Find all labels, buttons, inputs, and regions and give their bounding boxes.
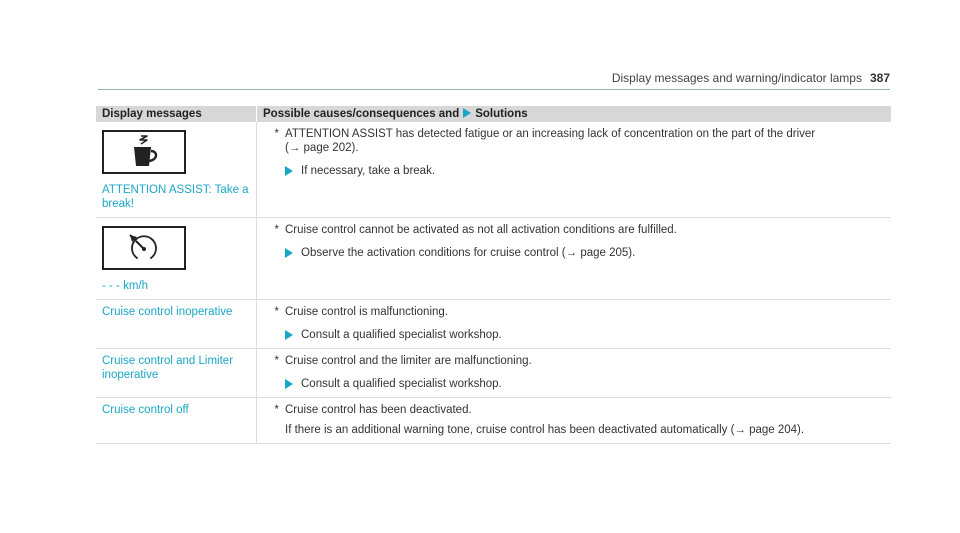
display-messages-table — [96, 106, 891, 444]
cause-line — [263, 403, 885, 417]
cause-line — [263, 354, 885, 368]
message-text: Cruise control off — [102, 404, 189, 416]
message-text: ATTENTION ASSIST: Take a break! — [102, 184, 249, 210]
bullet: * — [274, 404, 279, 416]
additional-info-text: If there is an additional warning tone, cruise control has been deactivated automatically (→ page 204). — [285, 424, 805, 436]
running-header — [612, 71, 890, 85]
cause-page-ref: (→ page 202). — [285, 142, 359, 154]
speedometer-icon — [102, 226, 186, 270]
arrow-right-icon — [463, 108, 471, 118]
arrow-right-icon — [285, 166, 293, 176]
message-cell — [96, 122, 257, 218]
table-row — [96, 349, 891, 398]
arrow-right-icon — [285, 330, 293, 340]
cause-line — [263, 223, 885, 237]
table-row — [96, 218, 891, 300]
message-cell — [96, 349, 257, 398]
solution-step — [263, 328, 885, 342]
cause-text: Cruise control is malfunctioning. — [285, 306, 448, 318]
message-text: Cruise control and Limiter inoperative — [102, 355, 234, 381]
message-text: Cruise control inoperative — [102, 306, 233, 318]
table-row — [96, 122, 891, 218]
coffee-cup-icon — [102, 130, 186, 174]
header-title: Display messages and warning/indicator lamps — [611, 71, 862, 85]
bullet: * — [274, 224, 279, 236]
cause-text: Cruise control has been deactivated. — [285, 404, 472, 416]
header-rule — [98, 89, 890, 90]
solution-step — [263, 246, 885, 260]
cause-cell — [257, 218, 892, 300]
message-cell — [96, 398, 257, 444]
solution-step — [263, 377, 885, 391]
cause-line — [263, 127, 885, 141]
col-header-messages: Display messages — [96, 106, 257, 122]
col-header-causes-text: Possible causes/consequences and — [263, 108, 460, 120]
cause-cell — [257, 349, 892, 398]
message-cell — [96, 218, 257, 300]
solution-text: If necessary, take a break. — [301, 165, 436, 177]
cause-text: ATTENTION ASSIST has detected fatigue or an increasing lack of concentration on the part of the driver — [285, 128, 816, 140]
col-header-causes — [257, 106, 892, 122]
cause-line — [263, 305, 885, 319]
message-text: - - - km/h — [102, 280, 148, 292]
cause-text: Cruise control cannot be activated as not all activation conditions are fulfilled. — [285, 224, 677, 236]
col-header-solutions-text: Solutions — [475, 108, 528, 120]
cause-cell — [257, 300, 892, 349]
solution-step — [263, 164, 885, 178]
page-number: 387 — [869, 71, 890, 85]
solution-text: Consult a qualified specialist workshop. — [301, 378, 502, 390]
bullet: * — [274, 355, 279, 367]
solution-text: Consult a qualified specialist workshop. — [301, 329, 502, 341]
bullet: * — [274, 306, 279, 318]
message-cell — [96, 300, 257, 349]
cause-cell — [257, 122, 892, 218]
cause-text: Cruise control and the limiter are malfunctioning. — [285, 355, 532, 367]
arrow-right-icon — [285, 248, 293, 258]
table-row — [96, 398, 891, 444]
arrow-right-icon — [285, 379, 293, 389]
bullet: * — [274, 128, 279, 140]
table-header-row — [96, 106, 891, 122]
cause-cell — [257, 398, 892, 444]
table-row — [96, 300, 891, 349]
solution-text: Observe the activation conditions for cruise control (→ page 205). — [301, 247, 636, 259]
